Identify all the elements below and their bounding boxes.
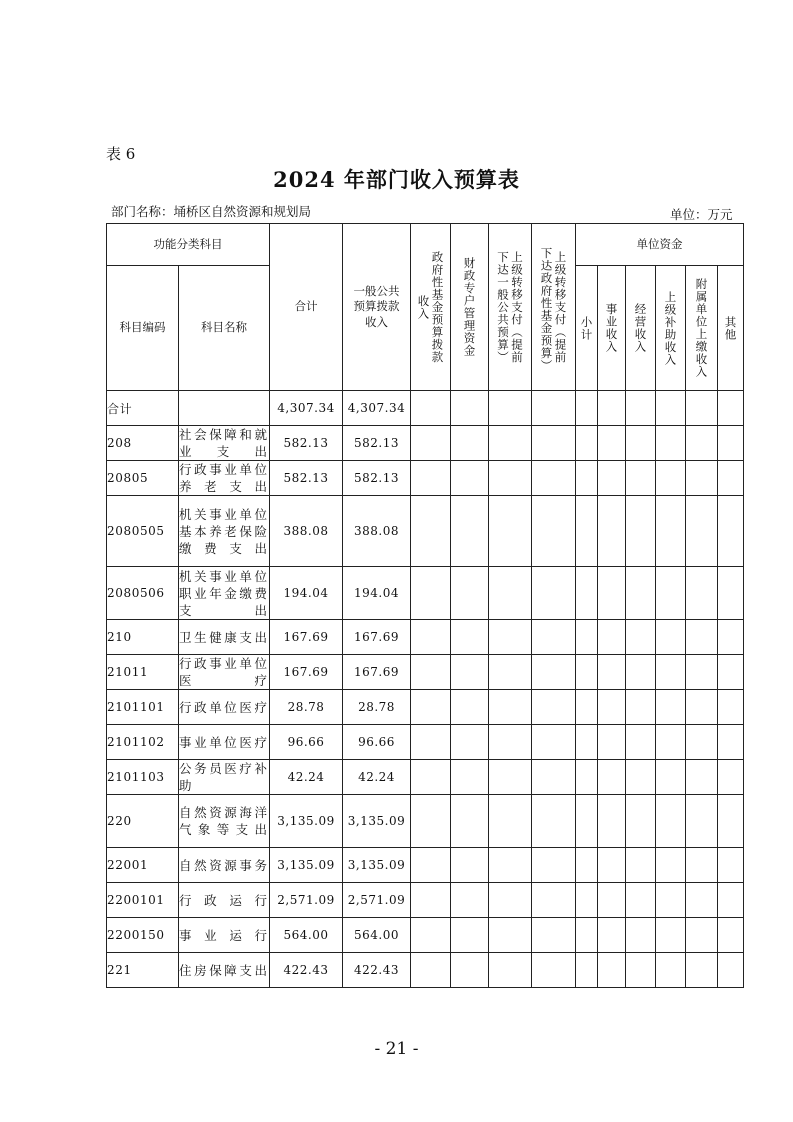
row-code: 20805 <box>107 461 179 496</box>
row-name: 行政运行 <box>179 883 270 918</box>
unit-label: 单位：万元 <box>670 207 733 222</box>
row-total: 582.13 <box>270 461 343 496</box>
row-general: 2,571.09 <box>343 883 411 918</box>
header-superior-subsidy <box>656 266 686 391</box>
row-code: 2101102 <box>107 725 179 760</box>
row-name: 社会保障和就业支出 <box>179 427 269 459</box>
row-name: 自然资源海洋气象等支出 <box>179 795 270 848</box>
header-general: 一般公共预算拨款收入 <box>343 224 411 391</box>
page-number: - 21 - <box>374 1039 419 1059</box>
header-business-text: 事业收入 <box>604 303 619 353</box>
page-title: 2024 年部门收入预算表 <box>273 167 520 192</box>
row-code: 22001 <box>107 848 179 883</box>
row-general: 582.13 <box>343 426 411 461</box>
header-transfer-general <box>489 224 532 391</box>
row-name <box>179 391 270 426</box>
row-general: 194.04 <box>343 567 411 620</box>
row-general: 582.13 <box>343 461 411 496</box>
table-row <box>107 883 744 918</box>
header-total: 合计 <box>270 224 343 391</box>
row-general: 3,135.09 <box>343 795 411 848</box>
row-general: 422.43 <box>343 953 411 988</box>
row-general: 28.78 <box>343 690 411 725</box>
row-code: 208 <box>107 426 179 461</box>
row-code: 221 <box>107 953 179 988</box>
table-row <box>107 391 744 426</box>
table-row <box>107 426 744 461</box>
row-name: 行政事业单位医疗 <box>179 656 269 688</box>
header-special <box>451 224 489 391</box>
row-code: 210 <box>107 620 179 655</box>
row-name: 住房保障支出 <box>179 953 270 988</box>
row-code: 2200101 <box>107 883 179 918</box>
row-general: 167.69 <box>343 620 411 655</box>
header-transfer-fund <box>532 224 576 391</box>
header-gov-fund-text: 政府性基金预算拨款收入 <box>416 250 445 364</box>
header-subtotal <box>576 266 598 391</box>
row-code: 2080506 <box>107 567 179 620</box>
row-total: 422.43 <box>270 953 343 988</box>
row-code: 2101101 <box>107 690 179 725</box>
table-row <box>107 953 744 988</box>
header-subtotal-text: 小计 <box>579 315 594 341</box>
row-total: 582.13 <box>270 426 343 461</box>
row-name: 机关事业单位职业年金缴费支出 <box>179 568 269 618</box>
table-row <box>107 620 744 655</box>
row-total: 564.00 <box>270 918 343 953</box>
row-total: 3,135.09 <box>270 848 343 883</box>
row-code: 2101103 <box>107 760 179 795</box>
row-general: 42.24 <box>343 760 411 795</box>
row-general: 96.66 <box>343 725 411 760</box>
row-name: 行政事业单位养老支出 <box>179 462 269 494</box>
header-transfer-fund-text: 上级转移支付（提前下达政府性基金预算） <box>539 247 568 372</box>
table-label: 表 6 <box>106 145 136 163</box>
header-superior-subsidy-text: 上级补助收入 <box>663 290 678 366</box>
row-total: 3,135.09 <box>270 795 343 848</box>
row-name: 卫生健康支出 <box>179 620 270 655</box>
row-total: 42.24 <box>270 760 343 795</box>
header-affiliated <box>686 266 718 391</box>
header-operating-text: 经营收入 <box>633 303 648 353</box>
header-unit-funds: 单位资金 <box>576 224 744 266</box>
row-name: 自然资源事务 <box>179 848 270 883</box>
table-row <box>107 496 744 567</box>
header-special-text: 财政专户管理资金 <box>462 257 477 357</box>
row-code: 2080505 <box>107 496 179 567</box>
table-row <box>107 760 744 795</box>
row-name: 事业运行 <box>179 918 270 953</box>
table-row <box>107 725 744 760</box>
row-code: 21011 <box>107 655 179 690</box>
header-name: 科目名称 <box>179 266 270 391</box>
header-transfer-general-text: 上级转移支付（提前下达一般公共预算） <box>496 250 524 364</box>
row-code: 2200150 <box>107 918 179 953</box>
row-general: 388.08 <box>343 496 411 567</box>
header-code: 科目编码 <box>107 266 179 391</box>
row-name: 机关事业单位基本养老保险缴费支出 <box>179 496 270 567</box>
row-general: 564.00 <box>343 918 411 953</box>
row-total: 2,571.09 <box>270 883 343 918</box>
header-func-class: 功能分类科目 <box>107 224 270 266</box>
table-row <box>107 461 744 496</box>
header-affiliated-text: 附属单位上缴收入 <box>694 278 709 378</box>
header-row-1 <box>107 224 744 266</box>
table-row <box>107 848 744 883</box>
header-gov-fund <box>411 224 451 391</box>
row-general: 3,135.09 <box>343 848 411 883</box>
row-total: 96.66 <box>270 725 343 760</box>
header-business <box>598 266 626 391</box>
row-code: 合计 <box>107 391 179 426</box>
row-name: 行政单位医疗 <box>179 690 270 725</box>
budget-table <box>106 223 744 988</box>
row-total: 194.04 <box>270 567 343 620</box>
table-row <box>107 655 744 690</box>
department-name: 部门名称：埇桥区自然资源和规划局 <box>111 204 312 219</box>
row-name: 事业单位医疗 <box>179 725 270 760</box>
row-total: 167.69 <box>270 620 343 655</box>
row-general: 4,307.34 <box>343 391 411 426</box>
table-row <box>107 690 744 725</box>
table-row <box>107 918 744 953</box>
table-row <box>107 567 744 620</box>
row-total: 28.78 <box>270 690 343 725</box>
header-other <box>718 266 744 391</box>
row-name: 公务员医疗补助 <box>179 761 269 793</box>
table-row <box>107 795 744 848</box>
header-other-text: 其他 <box>723 315 738 341</box>
row-general: 167.69 <box>343 655 411 690</box>
row-total: 388.08 <box>270 496 343 567</box>
row-total: 167.69 <box>270 655 343 690</box>
header-operating <box>626 266 656 391</box>
row-code: 220 <box>107 795 179 848</box>
row-total: 4,307.34 <box>270 391 343 426</box>
